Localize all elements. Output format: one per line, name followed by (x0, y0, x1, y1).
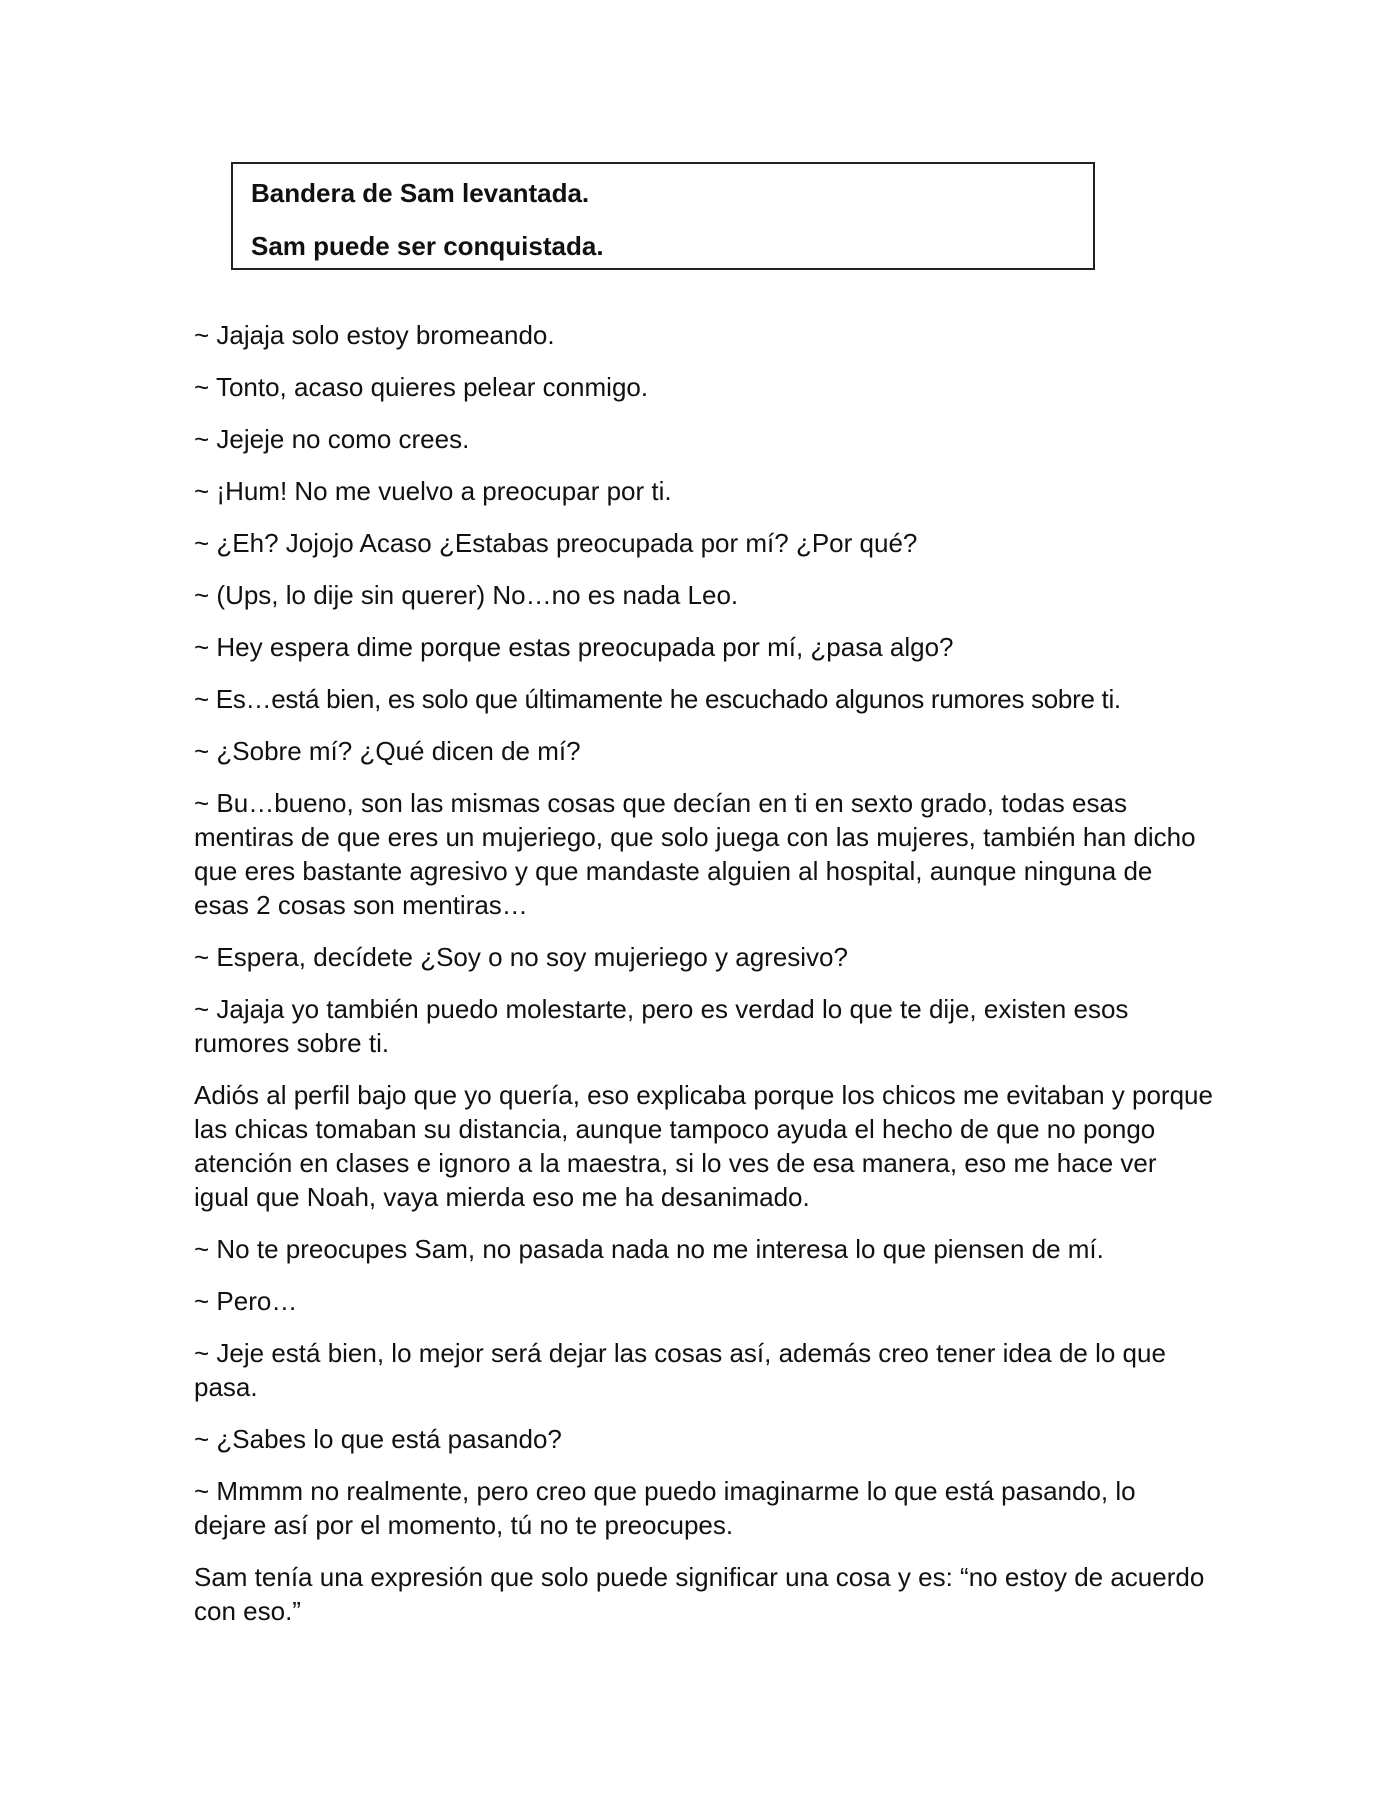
dialogue-line: ~ Hey espera dime porque estas preocupada por mí, ¿pasa algo? (194, 632, 954, 662)
dialogue-line: ~ Pero… (194, 1286, 298, 1316)
narration-paragraph: Adiós al perfil bajo que yo quería, eso explicaba porque los chicos me evitaban y porque las chicas tomaban su distancia, aunque tampoco ayuda el hecho de que no pongo atención en clases e ignoro a la maestra, si lo ves de esa manera, eso me hace ver igual que Noah, vaya mierda eso me ha desanimado. (194, 1080, 1213, 1212)
dialogue-line: ~ Jejeje no como crees. (194, 424, 470, 454)
dialogue-line: ~ (Ups, lo dije sin querer) No…no es nada Leo. (194, 580, 739, 610)
dialogue-line: ~ Espera, decídete ¿Soy o no soy mujeriego y agresivo? (194, 942, 848, 972)
notice-line-1: Bandera de Sam levantada. (251, 178, 590, 208)
narration-paragraph: Sam tenía una expresión que solo puede significar una cosa y es: “no estoy de acuerdo con eso.” (194, 1562, 1205, 1626)
dialogue-line: ~ ¡Hum! No me vuelvo a preocupar por ti. (194, 476, 672, 506)
dialogue-line: ~ Jajaja solo estoy bromeando. (194, 320, 555, 350)
dialogue-line: ~ ¿Sabes lo que está pasando? (194, 1424, 562, 1454)
dialogue-line: ~ Jajaja yo también puedo molestarte, pero es verdad lo que te dije, existen esos rumores sobre ti. (194, 994, 1129, 1058)
dialogue-line: ~ Mmmm no realmente, pero creo que puedo imaginarme lo que está pasando, lo dejare así por el momento, tú no te preocupes. (194, 1476, 1136, 1540)
dialogue-line: ~ Bu…bueno, son las mismas cosas que decían en ti en sexto grado, todas esas mentiras de que eres un mujeriego, que solo juega con las mujeres, también han dicho que eres bastante agresivo y que mandaste alguien al hospital, aunque ninguna de esas 2 cosas son mentiras… (194, 788, 1196, 920)
dialogue-line: ~ Jeje está bien, lo mejor será dejar las cosas así, además creo tener idea de lo que pasa. (194, 1338, 1166, 1402)
dialogue-line: ~ ¿Sobre mí? ¿Qué dicen de mí? (194, 736, 581, 766)
dialogue-line: ~ ¿Eh? Jojojo Acaso ¿Estabas preocupada por mí? ¿Por qué? (194, 528, 918, 558)
dialogue-line: ~ Tonto, acaso quieres pelear conmigo. (194, 372, 649, 402)
notice-box (231, 162, 1095, 270)
body-text (194, 318, 1214, 1646)
dialogue-line: ~ Es…está bien, es solo que últimamente he escuchado algunos rumores sobre ti. (194, 684, 1121, 714)
dialogue-line: ~ No te preocupes Sam, no pasada nada no me interesa lo que piensen de mí. (194, 1234, 1104, 1264)
notice-line-2: Sam puede ser conquistada. (251, 231, 604, 261)
